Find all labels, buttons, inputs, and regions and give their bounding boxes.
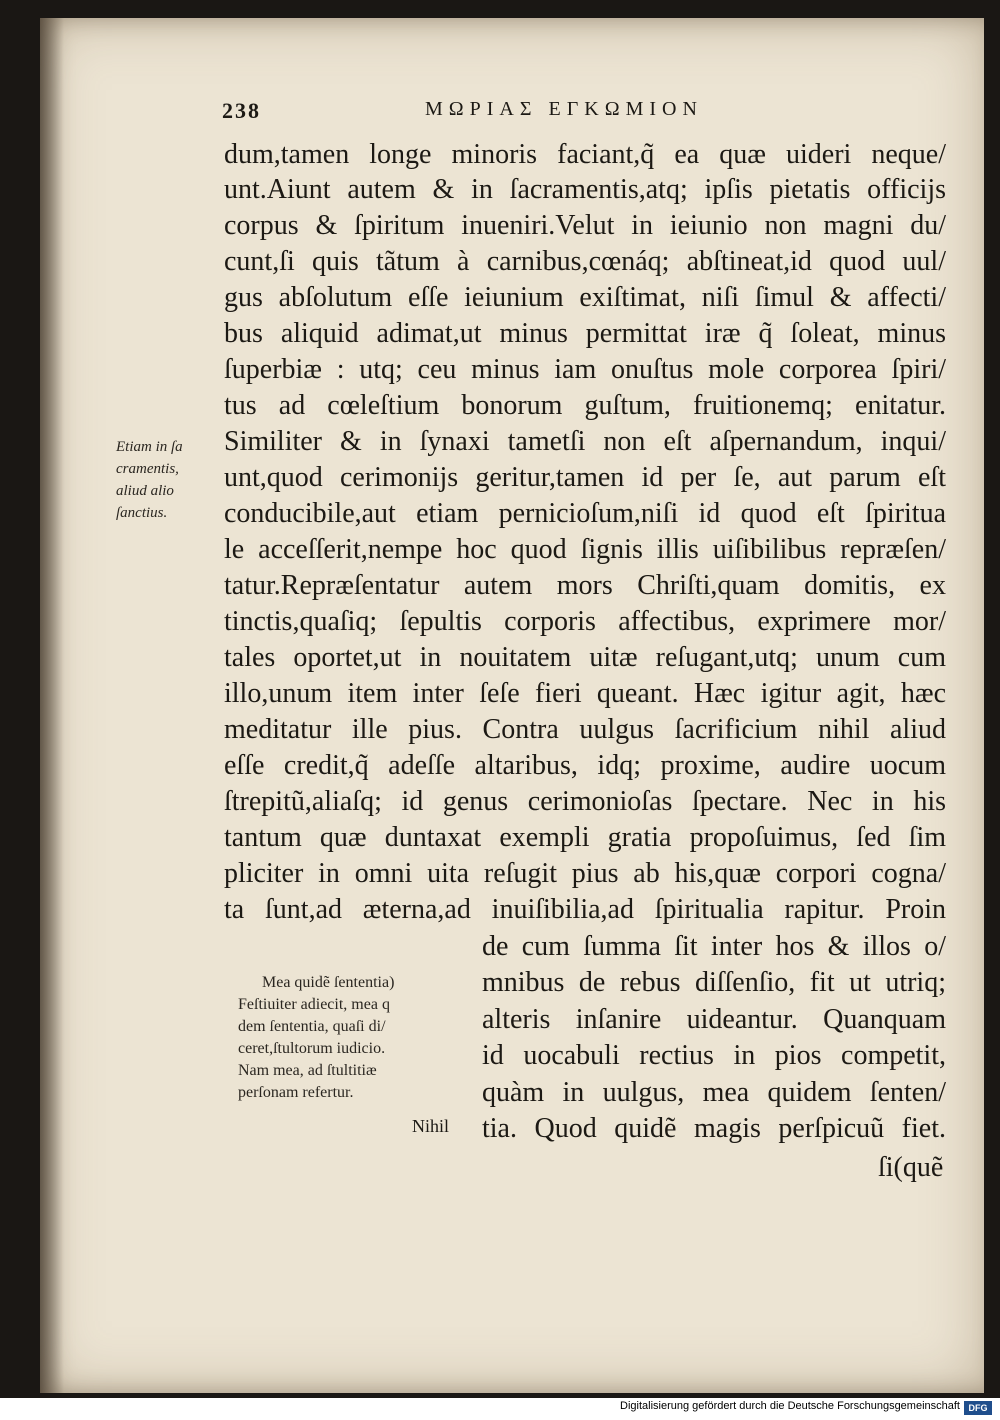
- text-line: corpus & ſpiritum inueniri.Velut in ieiunio non magni du/: [224, 210, 946, 241]
- text-line: tinctis,quaſiq; ſepultis corporis affectibus, exprimere mor/: [224, 606, 946, 637]
- text-line: tantum quæ duntaxat exempli gratia propoſuimus, ſed ſim: [224, 822, 946, 853]
- text-line: conducibile,aut etiam pernicioſum,niſi id quod eſt ſpiritua: [224, 498, 946, 529]
- text-line: pliciter in omni uita reſugit pius ab his,quæ corpori cogna/: [224, 858, 946, 889]
- margin-note-line: cramentis,: [116, 461, 179, 477]
- note-line: dem ſententia, quaſi di/: [238, 1018, 386, 1035]
- page-gutter-shadow: [40, 18, 64, 1393]
- text-line: mnibus de rebus diſſenſio, fit ut utriq;: [482, 967, 946, 998]
- page-number: 238: [222, 98, 261, 123]
- text-line: Similiter & in ſynaxi tametſi non eſt aſpernandum, inqui/: [224, 426, 946, 457]
- text-line: gus abſolutum eſſe ieiunium exiſtimat, niſi ſimul & affecti/: [224, 282, 946, 313]
- margin-note-line: Etiam in ſa: [116, 439, 183, 455]
- text-line: dum,tamen longe minoris faciant,q̃ ea quæ uideri neque/: [224, 139, 946, 170]
- note-line: Feſtiuiter adiecit, mea q: [238, 996, 390, 1013]
- note-line: ceret,ſtultorum iudicio.: [238, 1040, 386, 1057]
- catchword: ſi(quẽ: [878, 1152, 944, 1183]
- text-line: unt.Aiunt autem & in ſacramentis,atq; ipſis pietatis officijs: [224, 174, 946, 205]
- text-line: le acceſſerit,nempe hoc quod ſignis illis uiſibilibus repræſen/: [224, 534, 946, 565]
- text-line: de cum ſumma ſit inter hos & illos o/: [482, 931, 946, 962]
- margin-note-line: aliud alio: [116, 483, 174, 499]
- text-line: tia. Quod quidẽ magis perſpicuũ fiet.: [482, 1113, 946, 1144]
- text-line: illo,unum item inter ſeſe fieri queant. Hæc igitur agit, hæc: [224, 678, 946, 709]
- footer-bar: [0, 1398, 1000, 1420]
- text-line: meditatur ille pius. Contra uulgus ſacrificium nihil aliud: [224, 714, 946, 745]
- text-line: ta ſunt,ad æterna,ad inuiſibilia,ad ſpiritualia rapitur. Proin: [224, 894, 946, 925]
- dfg-logo: DFG: [964, 1401, 992, 1415]
- note-catchword: Nihil: [412, 1116, 450, 1136]
- text-line: ſuperbiæ : utq; ceu minus iam onuſtus mole corporea ſpiri/: [224, 354, 946, 385]
- note-line: Nam mea, ad ſtultitiæ: [238, 1062, 377, 1079]
- running-head: ΜΩΡΙΑΣ ΕΓΚΩΜΙΟΝ: [425, 98, 703, 120]
- text-line: eſſe credit,q̃ adeſſe altaribus, idq; proxime, audire uocum: [224, 750, 946, 781]
- footer-credit: Digitalisierung gefördert durch die Deutsche Forschungsgemeinschaft: [620, 1400, 960, 1412]
- text-line: alteris inſanire uideantur. Quanquam: [482, 1004, 946, 1035]
- text-line: tatur.Repræſentatur autem mors Chriſti,quam domitis, ex: [224, 570, 946, 601]
- note-line: Mea quidẽ ſententia): [262, 974, 395, 991]
- text-line: unt,quod cerimonijs geritur,tamen id per ſe, aut parum eſt: [224, 462, 946, 493]
- margin-note-line: ſanctius.: [116, 505, 168, 521]
- text-line: tales oportet,ut in nouitatem uitæ reſugant,utq; unum cum: [224, 642, 946, 673]
- text-line: id uocabuli rectius in pios competit,: [482, 1040, 946, 1071]
- text-line: bus aliquid adimat,ut minus permittat iræ q̃ ſoleat, minus: [224, 318, 946, 349]
- text-line: ſtrepitũ,aliaſq; id genus cerimonioſas ſpectare. Nec in his: [224, 786, 946, 817]
- note-line: perſonam refertur.: [238, 1084, 354, 1101]
- text-line: tus ad cœleſtium bonorum guſtum, fruitionemq; enitatur.: [224, 390, 946, 421]
- text-line: quàm in uulgus, mea quidem ſenten/: [482, 1077, 946, 1108]
- text-line: cunt,ſi quis tãtum à carnibus,cœnáq; abſtineat,id quod uul/: [224, 246, 946, 277]
